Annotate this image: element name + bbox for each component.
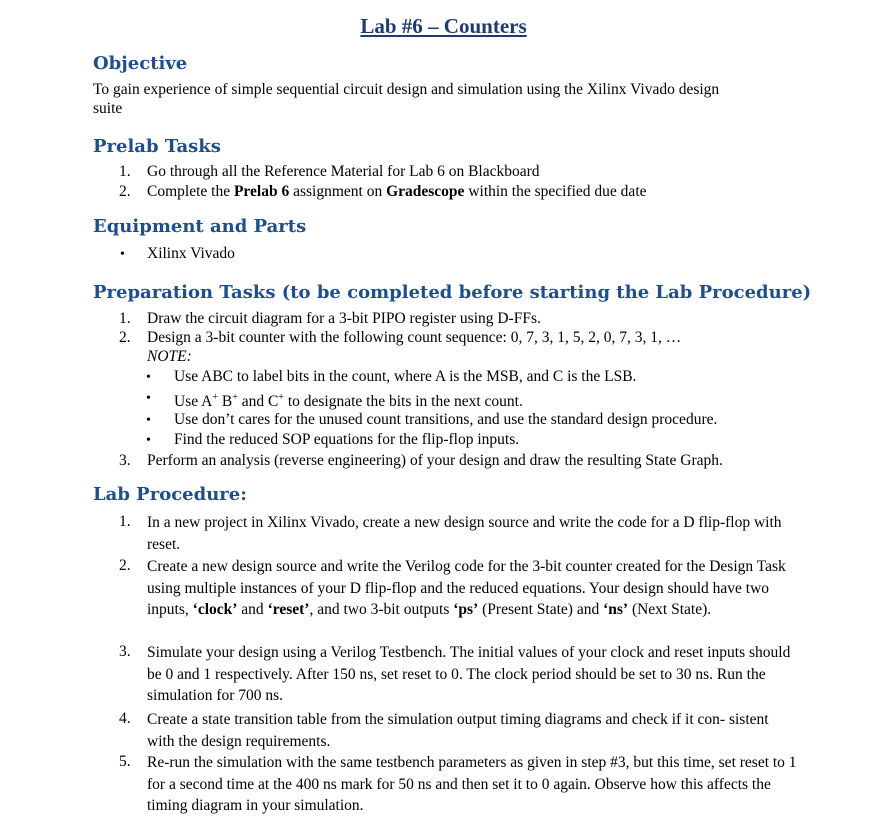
prep-bullet-1: Use ABC to label bits in the count, where A is the MSB, and C is the LSB. — [174, 368, 637, 385]
proc-step-3-num: 3. — [119, 643, 131, 660]
objective-text-line2: suite — [93, 100, 123, 117]
proc-step-5-num: 5. — [119, 753, 131, 770]
proc-step-1-num: 1. — [119, 513, 131, 530]
procedure-heading: Lab Procedure: — [93, 484, 247, 505]
proc-step-4-num: 4. — [119, 710, 131, 727]
objective-heading: Objective — [93, 53, 188, 74]
proc-step-2-num: 2. — [119, 557, 131, 574]
prelab-item-2-num: 2. — [119, 183, 131, 200]
prep-item-1: Draw the circuit diagram for a 3-bit PIPO register using D-FFs. — [147, 310, 541, 327]
page-title: Lab #6 – Counters — [360, 14, 527, 38]
bullet-icon: • — [146, 433, 151, 448]
bullet-icon: • — [146, 413, 151, 428]
proc-step-1: In a new project in Xilinx Vivado, create a new design source and write the code for a D flip-flop with reset. — [147, 514, 782, 553]
prelab-item-1: Go through all the Reference Material for Lab 6 on Blackboard — [147, 163, 540, 180]
preparation-heading: Preparation Tasks (to be completed before starting the Lab Procedure) — [93, 282, 812, 303]
proc-step-2: Create a new design source and write the Verilog code for the 3-bit counter created for the Design Task using multiple instances of your D flip-flop and the reduced equations. Your design should have two inputs, ‘clock’ and ‘reset’, and two 3-bit outputs ‘ps’ (Present State) and ‘ns’ (Next State). — [147, 558, 786, 619]
prelab-item-2: Complete the Prelab 6 assignment on Gradescope within the specified due date — [147, 183, 647, 200]
proc-step-4: Create a state transition table from the simulation output timing diagrams and check if it con- sistent with the design requirements. — [147, 711, 769, 750]
proc-step-3: Simulate your design using a Verilog Testbench. The initial values of your clock and reset inputs should be 0 and 1 respectively. After 150 ns, set reset to 0. The clock period should be set to 30 ns. Run the simulation for 700 ns. — [147, 644, 791, 705]
prep-item-2: Design a 3-bit counter with the following count sequence: 0, 7, 3, 1, 5, 2, 0, 7, 3, 1, … — [147, 329, 682, 346]
prep-note-label: NOTE: — [147, 348, 192, 365]
prep-item-2-num: 2. — [119, 329, 131, 346]
prep-item-3-num: 3. — [119, 452, 131, 469]
prep-bullet-2: Use A+ B+ and C+ to designate the bits in the next count. — [174, 392, 523, 411]
equipment-heading: Equipment and Parts — [93, 216, 307, 237]
equipment-item: Xilinx Vivado — [147, 245, 235, 262]
proc-step-5: Re-run the simulation with the same testbench parameters as given in step #3, but this time, set reset to 1 for a second time at the 400 ns mark for 50 ns and then set it to 0 again. Observe how this affects the timing diagram in your simulation. — [147, 754, 797, 815]
bullet-icon: • — [146, 391, 151, 406]
prelab-heading: Prelab Tasks — [93, 136, 221, 157]
objective-text-line1: To gain experience of simple sequential circuit design and simulation using the Xilinx Vivado design — [93, 81, 720, 98]
prep-bullet-3: Use don’t cares for the unused count transitions, and use the standard design procedure. — [174, 411, 718, 428]
prep-bullet-4: Find the reduced SOP equations for the flip-flop inputs. — [174, 431, 520, 448]
bullet-icon: • — [120, 247, 125, 262]
prep-item-1-num: 1. — [119, 310, 131, 327]
prelab-item-1-num: 1. — [119, 163, 131, 180]
bullet-icon: • — [146, 370, 151, 385]
prep-item-3: Perform an analysis (reverse engineering) of your design and draw the resulting State Graph. — [147, 452, 723, 469]
